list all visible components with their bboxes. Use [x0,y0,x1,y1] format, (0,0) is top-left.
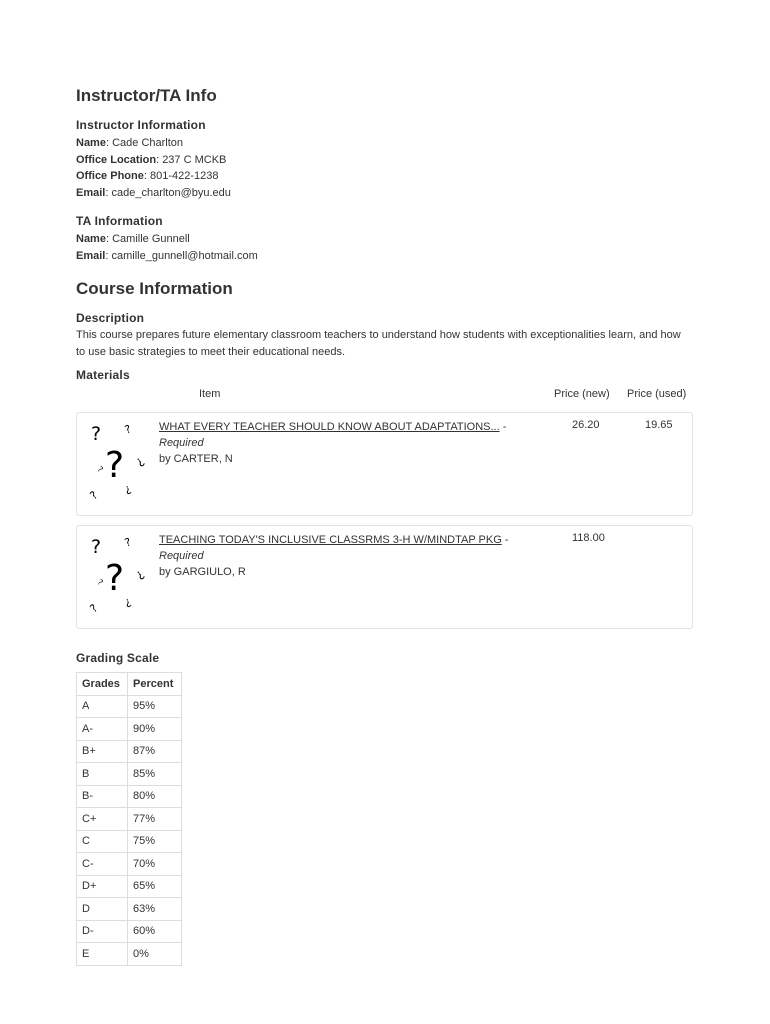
materials-col-price-used: Price (used) [627,388,687,400]
table-row [77,763,182,786]
percent-cell: 65% [128,875,182,898]
table-row [77,740,182,763]
materials-col-item: Item [199,388,221,400]
material-price-used: 19.65 [645,419,673,431]
percent-cell: 87% [128,740,182,763]
percent-column-header: Percent [128,673,182,696]
question-mark-icon: ? [122,535,133,550]
ta-name-value: Camille Gunnell [112,233,190,245]
table-row [77,920,182,943]
instructor-email: Email: cade_charlton@byu.edu [76,186,231,199]
instructor-email-value: cade_charlton@byu.edu [111,186,231,199]
grade-cell: C [77,830,128,853]
grade-cell: B [77,763,128,786]
instructor-name-label: Name [76,137,106,149]
table-row [77,695,182,718]
material-title-link[interactable]: WHAT EVERY TEACHER SHOULD KNOW ABOUT ADAPTATIONS... [159,421,500,433]
grade-cell: D+ [77,875,128,898]
office-location-label: Office Location [76,153,157,166]
description-heading: Description [76,311,145,325]
instructor-office-phone: Office Phone: 801-422-1238 [76,170,219,182]
course-info-heading: Course Information [76,279,233,298]
material-separator: - [502,421,507,433]
table-row [77,943,182,966]
table-row [77,898,182,921]
material-card [76,412,693,516]
ta-name-label: Name [76,233,106,245]
materials-heading: Materials [76,368,130,382]
syllabus-content [76,86,696,966]
material-title-link[interactable]: TEACHING TODAY'S INCLUSIVE CLASSRMS 3-H W/MINDTAP PKG [159,534,502,546]
percent-cell: 95% [128,695,182,718]
instructor-ta-heading: Instructor/TA Info [76,86,217,105]
question-mark-icon: ? [87,488,101,503]
material-author: by GARGIULO, R [159,566,246,578]
grade-cell: A- [77,718,128,741]
percent-cell: 85% [128,763,182,786]
question-mark-icon: ? [95,464,105,475]
grade-cell: C+ [77,808,128,831]
question-mark-icon: ? [122,482,133,497]
material-separator: - [504,534,509,546]
percent-cell: 0% [128,943,182,966]
percent-cell: 90% [128,718,182,741]
grades-column-header: Grades [77,673,128,696]
grading-scale-heading: Grading Scale [76,651,160,665]
instructor-name: Name: Cade Charlton [76,137,184,149]
office-phone-label: Office Phone [76,170,144,182]
percent-cell: 63% [128,898,182,921]
question-mark-icon: ? [105,558,125,599]
grading-header-row [77,673,182,696]
material-text [159,419,539,467]
instructor-info-heading: Instructor Information [76,118,206,132]
grade-cell: B- [77,785,128,808]
material-author: by CARTER, N [159,453,233,465]
ta-name: Name: Camille Gunnell [76,233,190,245]
question-mark-icon: ? [122,422,133,437]
instructor-email-label: Email [76,186,106,199]
ta-email: Email: camille_gunnell@hotmail.com [76,249,258,262]
question-mark-icon: ? [133,567,148,583]
grade-cell: D [77,898,128,921]
ta-email-value: camille_gunnell@hotmail.com [111,249,258,262]
grading-rows [77,695,182,965]
question-mark-icon: ? [105,445,125,486]
table-row [77,875,182,898]
materials-col-price-new: Price (new) [554,388,610,400]
table-row [77,853,182,876]
grade-cell: E [77,943,128,966]
grade-cell: B+ [77,740,128,763]
percent-cell: 70% [128,853,182,876]
percent-cell: 80% [128,785,182,808]
material-requirement: Required [159,437,204,449]
material-price-new: 118.00 [572,532,605,544]
instructor-name-value: Cade Charlton [112,137,184,149]
material-requirement: Required [159,550,204,562]
percent-cell: 60% [128,920,182,943]
instructor-office-location: Office Location: 237 C MCKB [76,153,227,166]
question-mark-icon: ? [95,577,105,588]
office-location-value: 237 C MCKB [162,153,227,166]
grading-scale-table [76,672,182,966]
office-phone-value: 801-422-1238 [149,170,219,182]
question-mark-icon: ? [87,601,101,616]
grade-cell: A [77,695,128,718]
table-row [77,808,182,831]
question-mark-icon: ? [91,536,102,558]
question-mark-icon: ? [91,423,102,445]
ta-info-heading: TA Information [76,214,163,228]
ta-email-label: Email [76,249,106,262]
material-price-new: 26.20 [572,419,600,431]
grade-cell: C- [77,853,128,876]
percent-cell: 75% [128,830,182,853]
question-mark-icon: ? [133,454,148,470]
grade-cell: D- [77,920,128,943]
course-description: This course prepares future elementary classroom teachers to understand how students with exceptionalities learn, and how to use basic strategies to meet their educational needs. [76,329,681,358]
table-row [77,830,182,853]
material-card [76,525,693,629]
missing-image-icon [85,534,148,616]
percent-cell: 77% [128,808,182,831]
materials-header [76,388,696,410]
table-row [77,718,182,741]
question-mark-icon: ? [122,595,133,610]
material-text [159,532,539,580]
missing-image-icon [85,421,148,503]
table-row [77,785,182,808]
